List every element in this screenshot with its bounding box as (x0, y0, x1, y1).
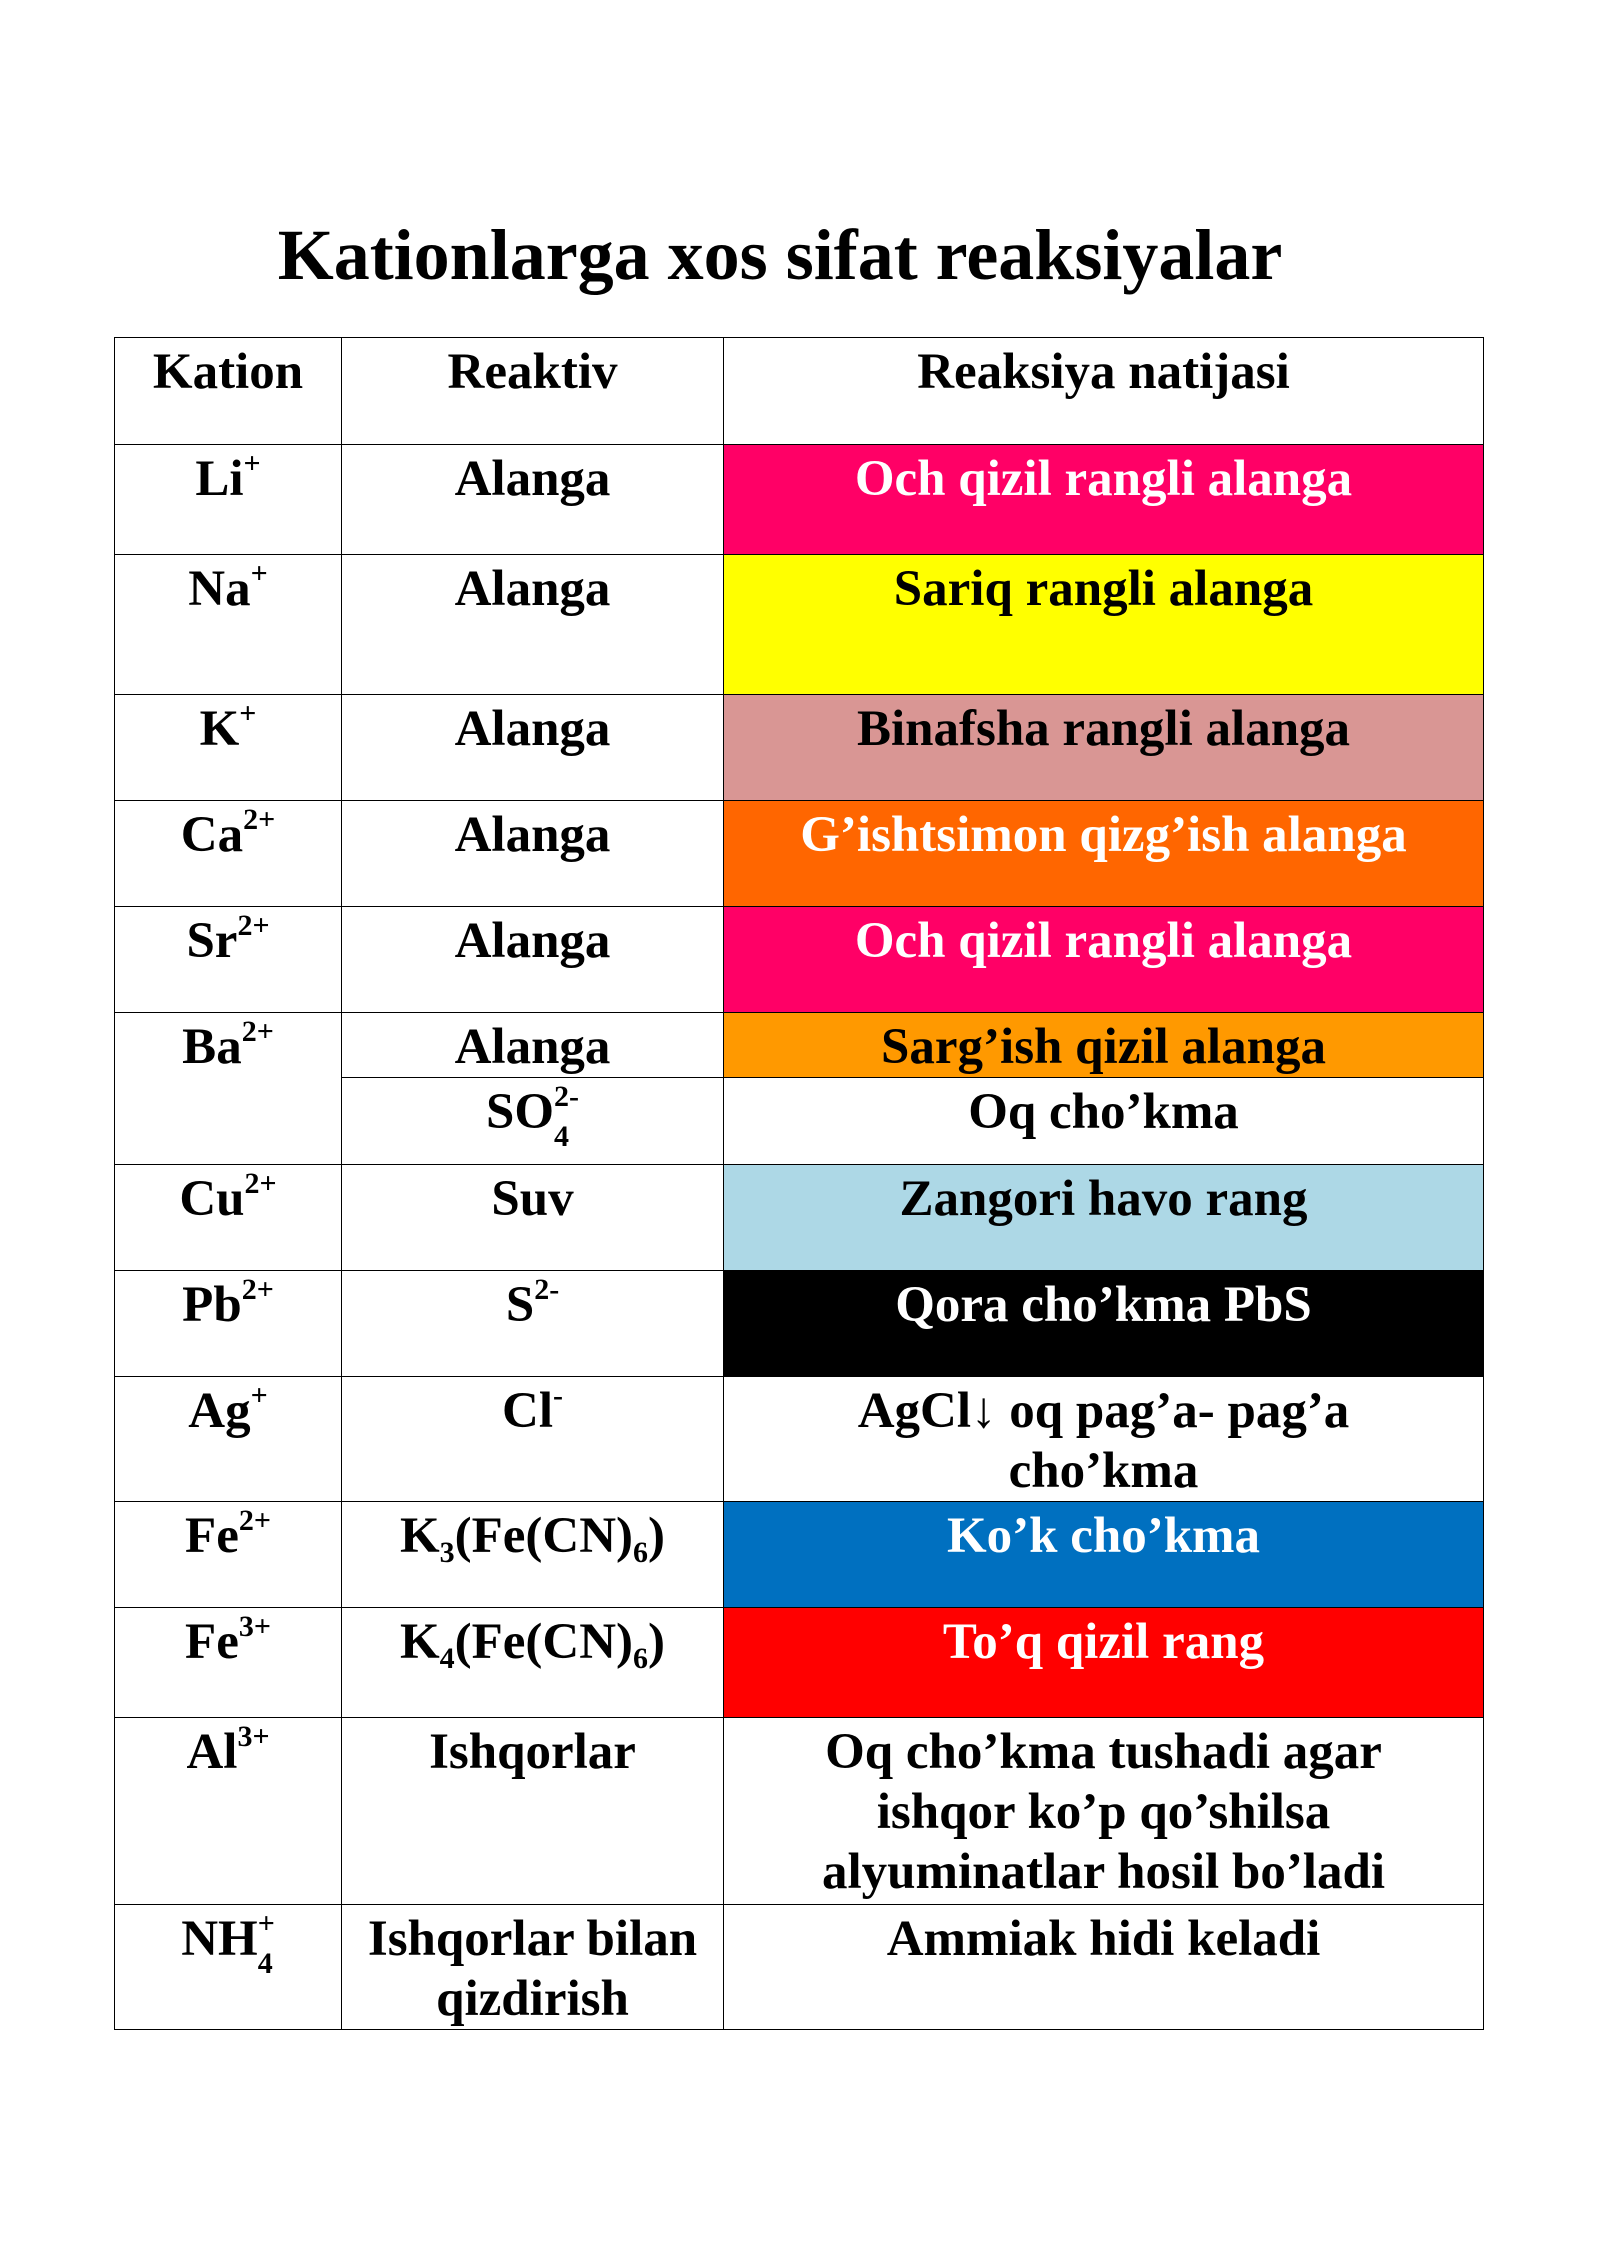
reaktiv-cell: K3(Fe(CN)6) (342, 1502, 724, 1608)
natija-cell: Ko’k cho’kma (724, 1502, 1484, 1608)
reaktiv-cell: $S^{2-}$ (342, 1271, 724, 1377)
reaktiv-cell: Suv (342, 1165, 724, 1271)
natija-cell: Zangori havo rang (724, 1165, 1484, 1271)
table-row (115, 1608, 1484, 1718)
natija-cell: Sariq rangli alanga (724, 555, 1484, 695)
kation-cell: Na+ (115, 555, 342, 695)
reaktiv-cell: Alanga (342, 695, 724, 801)
reaktiv-cell: Alanga (342, 801, 724, 907)
kation-cell: $Ca^{2+}$ (115, 801, 342, 907)
table-row (115, 907, 1484, 1013)
table-row (115, 1905, 1484, 2030)
natija-cell: Binafsha rangli alanga (724, 695, 1484, 801)
natija-cell: Ammiak hidi keladi (724, 1905, 1484, 2030)
table-row (115, 695, 1484, 801)
page-title: Kationlarga xos sifat reaksiyalar (277, 215, 1283, 295)
reaktiv-cell: Alanga (342, 445, 724, 555)
table-row (115, 555, 1484, 695)
kation-cell: $Sr^{2+}$ (115, 907, 342, 1013)
header-kation: Kation (115, 338, 342, 445)
reaktiv-cell: Ishqorlar (342, 1718, 724, 1905)
table-row (115, 445, 1484, 555)
reaktiv-cell: Ishqorlar bilan qizdirish (342, 1905, 724, 2030)
natija-cell: Oq cho’kma tushadi agar ishqor ko’p qo’shilsa alyuminatlar hosil bo’ladi (724, 1718, 1484, 1905)
kation-cell: $Al^{3+}$ (115, 1718, 342, 1905)
natija-cell: AgCl↓ oq pag’a- pag’a cho’kma (724, 1377, 1484, 1502)
natija-cell: G’ishtsimon qizg’ish alanga (724, 801, 1484, 907)
table-header-row (115, 338, 1484, 445)
kation-cell: $Cu^{2+}$ (115, 1165, 342, 1271)
reaktiv-cell: SO 2- 4 (342, 1078, 724, 1165)
natija-cell: To’q qizil rang (724, 1608, 1484, 1718)
natija-cell: Qora cho’kma PbS (724, 1271, 1484, 1377)
natija-cell: Och qizil rangli alanga (724, 907, 1484, 1013)
reaktiv-cell: Alanga (342, 555, 724, 695)
reaktiv-cell: K4(Fe(CN)6) (342, 1608, 724, 1718)
reactions-table (114, 337, 1484, 2030)
kation-cell: $Fe^{2+}$ (115, 1502, 342, 1608)
kation-cell: $Ba^{2+}$ (115, 1013, 342, 1165)
reaktiv-cell: Alanga (342, 1013, 724, 1078)
kation-cell: NH + 4 (115, 1905, 342, 2030)
table-row (115, 1013, 1484, 1078)
table-row (115, 1377, 1484, 1502)
natija-cell: Och qizil rangli alanga (724, 445, 1484, 555)
kation-cell: $Fe^{3+}$ (115, 1608, 342, 1718)
kation-cell: Ag+ (115, 1377, 342, 1502)
table-row (115, 1271, 1484, 1377)
table-row (115, 1718, 1484, 1905)
kation-cell: $Pb^{2+}$ (115, 1271, 342, 1377)
table-row (115, 1165, 1484, 1271)
table-row (115, 801, 1484, 907)
header-natija: Reaksiya natijasi (724, 338, 1484, 445)
table-row (115, 1502, 1484, 1608)
kation-cell: Li+ (115, 445, 342, 555)
reaktiv-cell: Cl- (342, 1377, 724, 1502)
kation-cell: K+ (115, 695, 342, 801)
natija-cell: Sarg’ish qizil alanga (724, 1013, 1484, 1078)
header-reaktiv: Reaktiv (342, 338, 724, 445)
reaktiv-cell: Alanga (342, 907, 724, 1013)
natija-cell: Oq cho’kma (724, 1078, 1484, 1165)
